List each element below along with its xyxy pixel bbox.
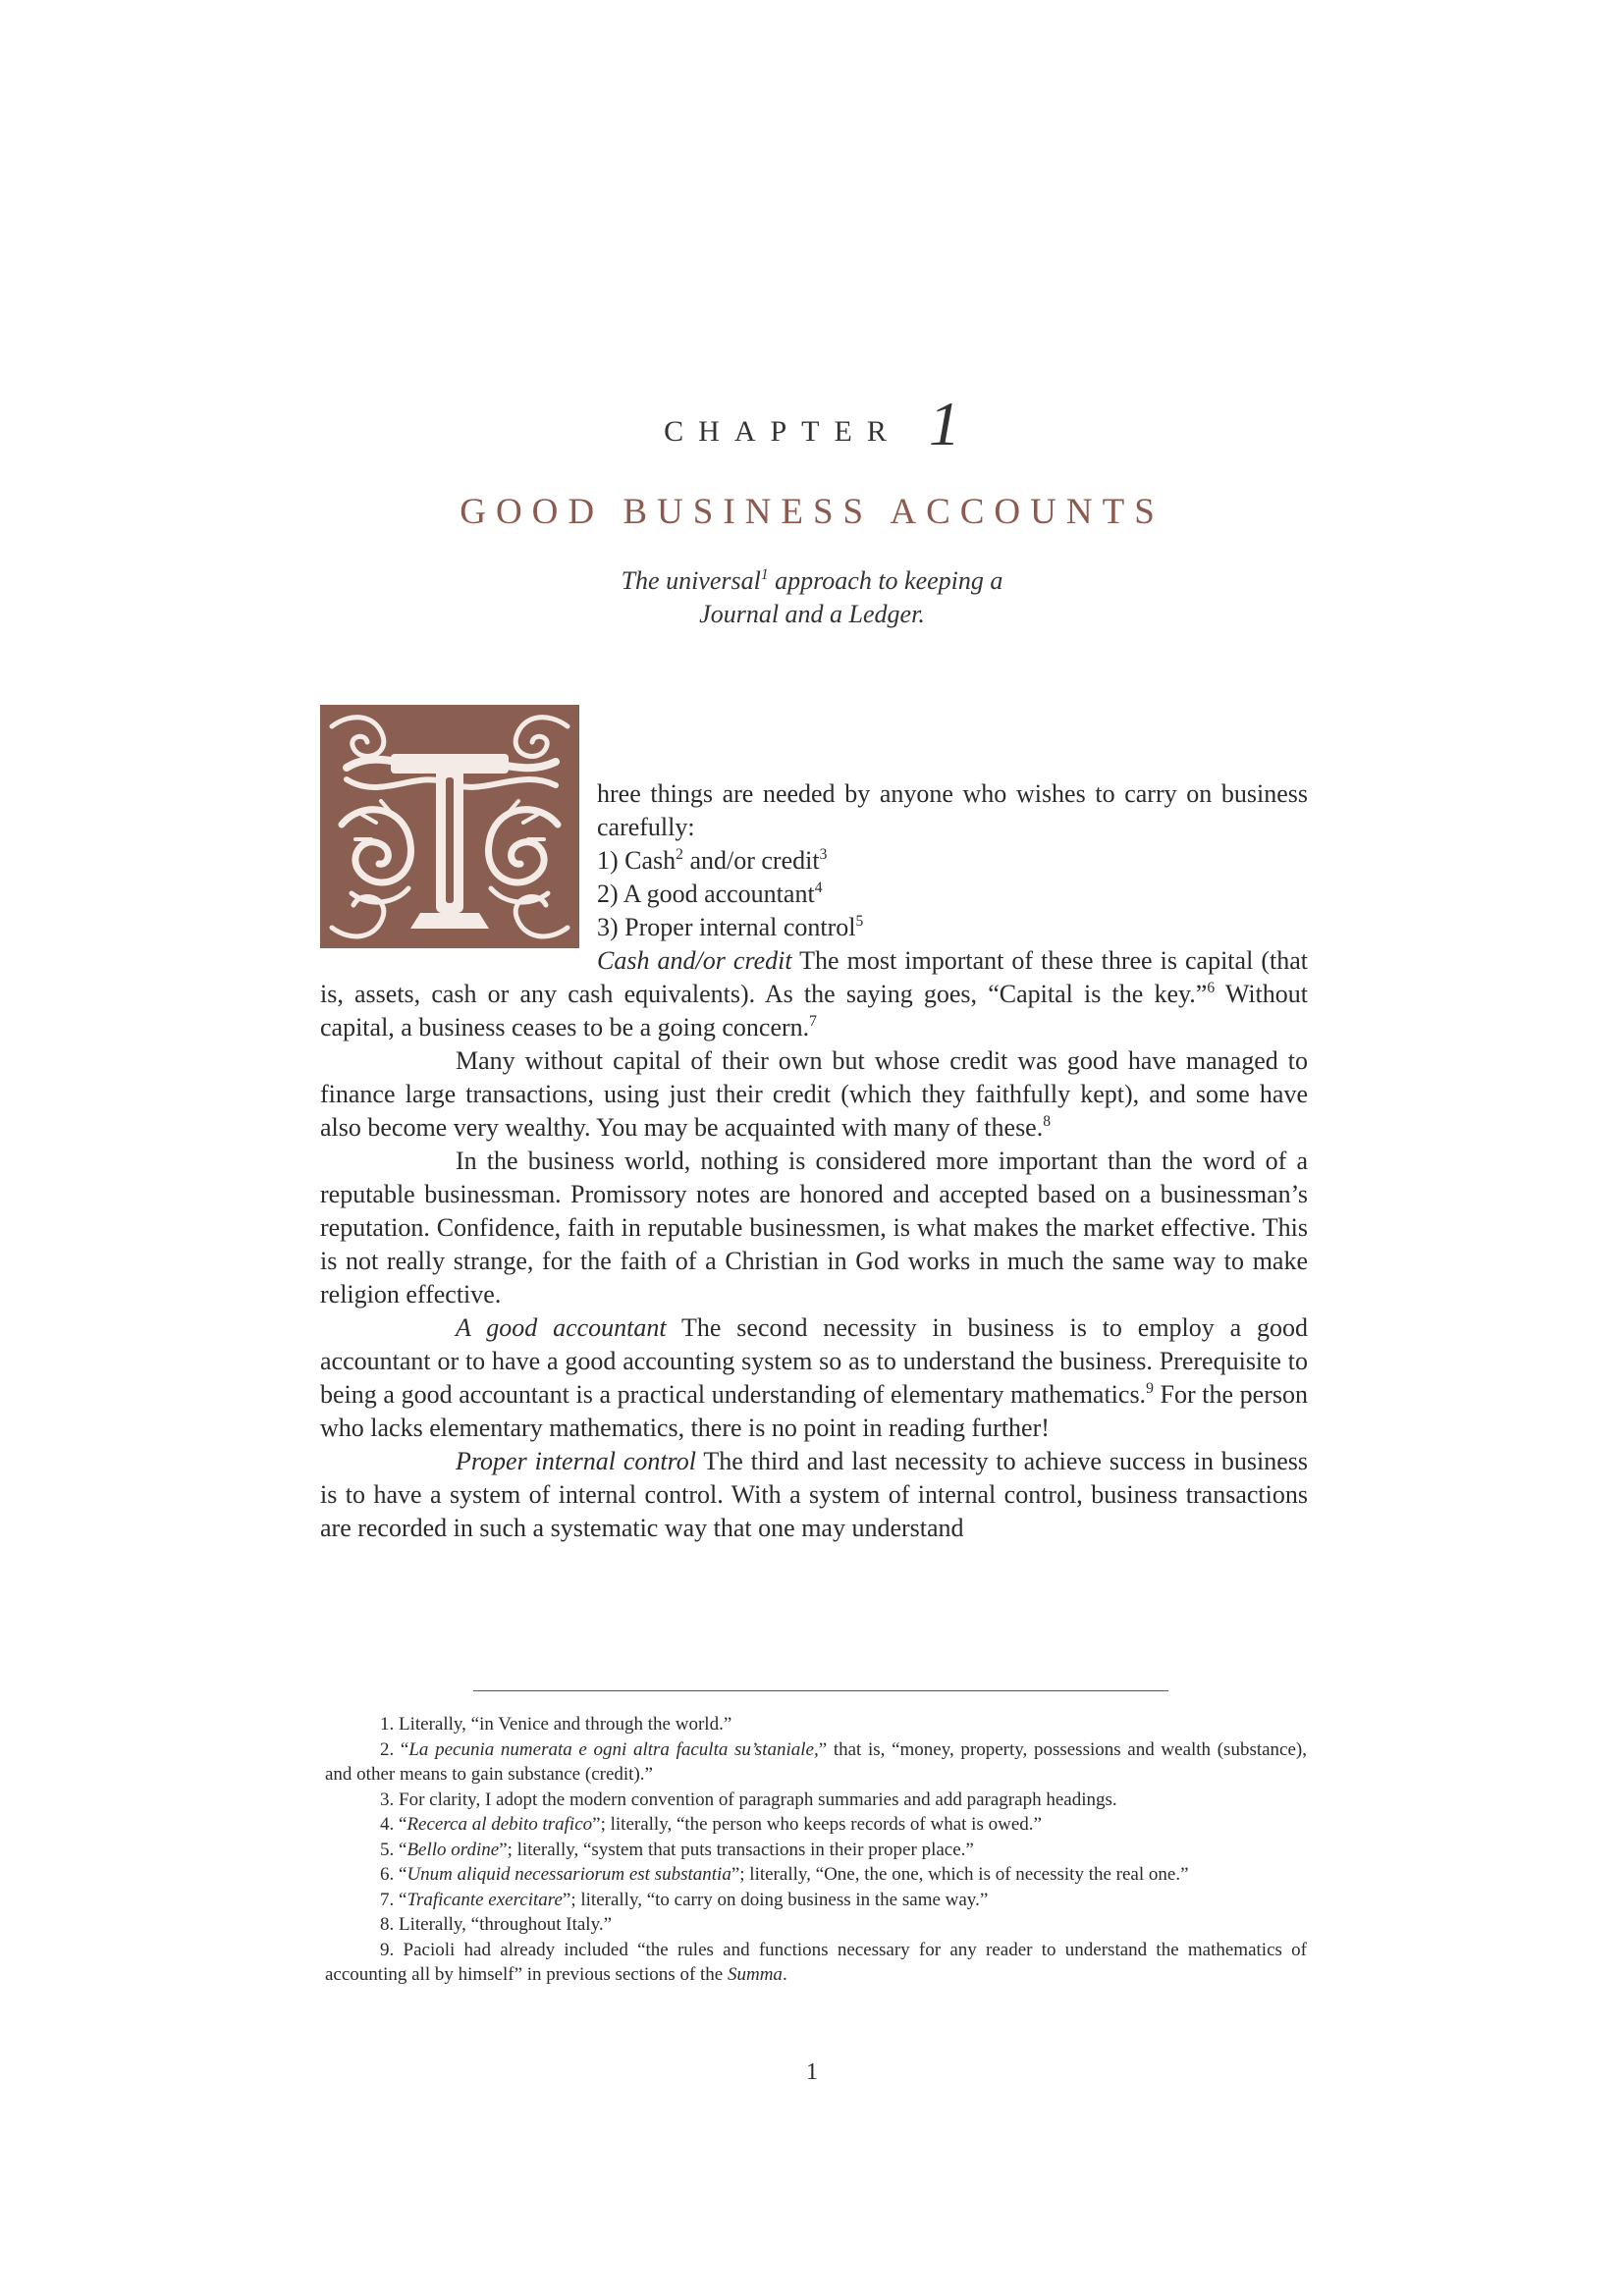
footnote-title: Summa <box>727 1964 783 1985</box>
footnote-text: . <box>782 1964 787 1985</box>
footnote-divider <box>473 1690 1168 1691</box>
subtitle-text: The universal <box>621 566 761 595</box>
footnote-quote: Bello ordine <box>406 1839 500 1860</box>
footnote-text: 5. “ <box>380 1839 407 1860</box>
footnote-quote: Traficante exercitare <box>406 1889 563 1910</box>
paragraph-text: Many without capital of their own but whose credit was good have managed to finance large transactions, using just their credit (which they faithfully kept), and some have also become very wealthy. You may be acquainted with many of these. <box>320 1046 1308 1142</box>
footnote-text: 4. “ <box>380 1814 407 1835</box>
list-text: 1) Cash <box>597 846 677 875</box>
footnote <box>325 1888 1307 1913</box>
footnote-quote: Unum aliquid necessariorum est substantia <box>406 1864 731 1885</box>
paragraph <box>320 1044 1308 1145</box>
paragraph-text: The most important of these three is capital (that is, assets, cash or any cash equivalents). As the saying goes, “Capital is the key.” <box>320 946 1308 1008</box>
paragraph-text: Without capital, a business ceases to be a going concern. <box>320 980 1309 1041</box>
footnote-ref: 1 <box>760 565 769 583</box>
paragraph <box>320 944 1308 1044</box>
footnote-ref: 6 <box>1207 979 1216 996</box>
chapter-label: CHAPTER <box>664 415 901 448</box>
ornate-letter-T-icon <box>320 705 579 948</box>
footnote-text: 2. “ <box>380 1738 409 1760</box>
footnote-text: 6. “ <box>380 1864 407 1885</box>
chapter-heading <box>0 388 1624 460</box>
page-number: 1 <box>806 2059 818 2085</box>
paragraph-heading: Cash and/or credit <box>597 946 792 975</box>
footnote-text: ”; literally, “One, the one, which is of necessity the real one.” <box>731 1864 1189 1885</box>
footnote-ref: 5 <box>855 912 864 930</box>
footnote <box>325 1737 1307 1788</box>
footnote <box>325 1812 1307 1838</box>
list-text: and/or credit <box>682 846 820 875</box>
chapter-title: GOOD BUSINESS ACCOUNTS <box>460 492 1164 532</box>
subtitle-text: approach to keeping a <box>768 566 1003 595</box>
footnote-text: ”; literally, “the person who keeps records of what is owed.” <box>592 1814 1042 1835</box>
footnote-text: 9. Pacioli had already included “the rules and functions necessary for any reader to understand the mathematics of accounting all by himself” in previous sections of the <box>325 1939 1307 1985</box>
paragraph <box>320 1445 1308 1545</box>
paragraph-text: The second necessity in business is to employ a good accountant or to have a good accounting system so as to understand the business. Prerequisite to being a good accountant is a practical understanding of elementary mathematics. <box>320 1313 1308 1409</box>
footnote: 1. Literally, “in Venice and through the world.” <box>380 1714 732 1735</box>
list-text: 3) Proper internal control <box>597 913 856 941</box>
paragraph-heading: A good accountant <box>456 1313 667 1342</box>
footnote-text: ”; literally, “system that puts transactions in their proper place.” <box>499 1839 974 1860</box>
footnote-text: ”; literally, “to carry on doing business in the same way.” <box>562 1889 989 1910</box>
list-text: 2) A good accountant <box>597 880 815 908</box>
paragraph <box>320 1311 1308 1445</box>
footnote-ref: 7 <box>809 1012 817 1030</box>
body-text <box>320 944 1308 1545</box>
paragraph-text: The third and last necessity to achieve success in business is to have a system of internal control. With a system of internal control, business transactions are recorded in such a systematic way that one may understand <box>320 1447 1308 1542</box>
footnote <box>325 1862 1307 1888</box>
paragraph-heading: Proper internal control <box>456 1447 696 1475</box>
footnote-ref: 8 <box>1043 1112 1052 1130</box>
chapter-number: 1 <box>928 389 960 458</box>
paragraph-text: For the person who lacks elementary mathematics, there is no point in reading further! <box>320 1380 1308 1442</box>
footnote <box>325 1938 1307 1988</box>
footnote-ref: 2 <box>676 845 683 863</box>
footnote <box>325 1838 1307 1863</box>
footnote-quote: La pecunia numerata e ogni altra faculta su’staniale, <box>408 1738 819 1760</box>
footnote-ref: 4 <box>814 879 823 896</box>
footnote-ref: 3 <box>819 845 828 863</box>
footnote-text: ” that is, “money, property, possessions and wealth (substance), and other means to gain substance (credit).” <box>325 1738 1307 1785</box>
paragraph: In the business world, nothing is considered more important than the word of a reputable businessman. Promissory notes are honored and accepted based on a businessman’s reputation. Confidence, faith in reputable businessmen, is what makes the market effective. This is not really strange, for the faith of a Christian in God works in much the same way to make religion effective. <box>320 1147 1308 1308</box>
footnotes <box>325 1712 1307 1988</box>
subtitle-text: Journal and a Ledger. <box>699 600 925 628</box>
footnote-text: 7. “ <box>380 1889 407 1910</box>
footnote: 8. Literally, “throughout Italy.” <box>380 1914 613 1935</box>
intro-paragraph: hree things are needed by anyone who wishes to carry on business carefully: <box>597 779 1308 841</box>
footnote-ref: 9 <box>1146 1379 1154 1397</box>
footnote: 3. For clarity, I adopt the modern convention of paragraph summaries and add paragraph headings. <box>380 1789 1117 1810</box>
chapter-subtitle <box>0 564 1624 631</box>
footnote-quote: Recerca al debito trafico <box>406 1814 593 1835</box>
main-text <box>320 705 1308 1545</box>
